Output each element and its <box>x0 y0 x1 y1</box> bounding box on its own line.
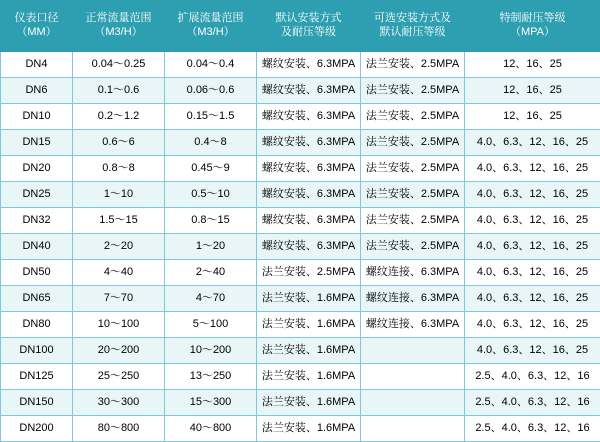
cell-default-install: 螺纹安装、6.3MPA <box>257 78 361 104</box>
cell-optional-install: 法兰安装、2.5MPA <box>361 234 465 260</box>
column-header-optional-install-line2: 默认耐压等级 <box>363 26 462 40</box>
cell-normal-flow: 7～70 <box>73 286 165 312</box>
cell-diameter: DN15 <box>1 130 73 156</box>
cell-default-install: 螺纹安装、6.3MPA <box>257 130 361 156</box>
cell-extended-flow: 0.45～9 <box>165 156 257 182</box>
cell-extended-flow: 5～100 <box>165 312 257 338</box>
cell-special-pressure: 4.0、6.3、12、16、25 <box>465 286 600 312</box>
cell-extended-flow: 1～20 <box>165 234 257 260</box>
cell-normal-flow: 1～10 <box>73 182 165 208</box>
cell-diameter: DN150 <box>1 390 73 416</box>
table-row <box>1 104 600 130</box>
cell-normal-flow: 1.5～15 <box>73 208 165 234</box>
cell-default-install: 螺纹安装、6.3MPA <box>257 234 361 260</box>
cell-special-pressure: 4.0、6.3、12、16、25 <box>465 182 600 208</box>
cell-optional-install: 螺纹连接、6.3MPA <box>361 312 465 338</box>
cell-optional-install: 法兰安装、2.5MPA <box>361 130 465 156</box>
cell-diameter: DN100 <box>1 338 73 364</box>
cell-special-pressure: 4.0、6.3、12、16、25 <box>465 156 600 182</box>
cell-special-pressure: 12、16、25 <box>465 78 600 104</box>
cell-special-pressure: 4.0、6.3、12、16、25 <box>465 260 600 286</box>
cell-normal-flow: 0.1～0.6 <box>73 78 165 104</box>
cell-diameter: DN32 <box>1 208 73 234</box>
cell-default-install: 螺纹安装、6.3MPA <box>257 208 361 234</box>
cell-optional-install: 法兰安装、2.5MPA <box>361 52 465 78</box>
cell-normal-flow: 0.6～6 <box>73 130 165 156</box>
cell-extended-flow: 40～800 <box>165 416 257 442</box>
cell-extended-flow: 0.8～15 <box>165 208 257 234</box>
cell-optional-install: 法兰安装、2.5MPA <box>361 78 465 104</box>
column-header-default-install-line1: 默认安装方式 <box>259 12 358 26</box>
cell-extended-flow: 0.4～8 <box>165 130 257 156</box>
table-row <box>1 260 600 286</box>
table-row <box>1 312 600 338</box>
cell-special-pressure: 2.5、4.0、6.3、12、16 <box>465 416 600 442</box>
cell-optional-install <box>361 390 465 416</box>
cell-diameter: DN125 <box>1 364 73 390</box>
cell-optional-install: 法兰安装、2.5MPA <box>361 182 465 208</box>
cell-normal-flow: 0.8～8 <box>73 156 165 182</box>
table-row <box>1 416 600 442</box>
cell-extended-flow: 4～70 <box>165 286 257 312</box>
cell-normal-flow: 0.04～0.25 <box>73 52 165 78</box>
cell-optional-install: 法兰安装、2.5MPA <box>361 104 465 130</box>
cell-normal-flow: 10～100 <box>73 312 165 338</box>
table-header-row <box>1 1 600 52</box>
cell-normal-flow: 30～300 <box>73 390 165 416</box>
cell-normal-flow: 80～800 <box>73 416 165 442</box>
column-header-default-install <box>257 1 361 52</box>
table-row <box>1 364 600 390</box>
cell-default-install: 法兰安装、1.6MPA <box>257 338 361 364</box>
cell-default-install: 法兰安装、1.6MPA <box>257 364 361 390</box>
table-row <box>1 52 600 78</box>
table-row <box>1 182 600 208</box>
cell-default-install: 螺纹安装、6.3MPA <box>257 156 361 182</box>
cell-optional-install <box>361 416 465 442</box>
table-row <box>1 338 600 364</box>
table-row <box>1 390 600 416</box>
cell-extended-flow: 13～250 <box>165 364 257 390</box>
cell-diameter: DN80 <box>1 312 73 338</box>
cell-normal-flow: 0.2～1.2 <box>73 104 165 130</box>
column-header-special-pressure-line2: （MPA） <box>467 26 598 40</box>
cell-normal-flow: 2～20 <box>73 234 165 260</box>
cell-diameter: DN4 <box>1 52 73 78</box>
cell-diameter: DN25 <box>1 182 73 208</box>
table-row <box>1 156 600 182</box>
cell-special-pressure: 4.0、6.3、12、16、25 <box>465 338 600 364</box>
cell-special-pressure: 12、16、25 <box>465 52 600 78</box>
cell-extended-flow: 10～200 <box>165 338 257 364</box>
cell-extended-flow: 15～300 <box>165 390 257 416</box>
column-header-default-install-line2: 及耐压等级 <box>259 26 358 40</box>
column-header-diameter-line1: 仪表口径 <box>3 12 70 26</box>
cell-default-install: 螺纹安装、6.3MPA <box>257 104 361 130</box>
cell-extended-flow: 2～40 <box>165 260 257 286</box>
column-header-optional-install-line1: 可选安装方式及 <box>363 12 462 26</box>
table-row <box>1 78 600 104</box>
column-header-extended-flow-line2: （M3/H） <box>167 26 254 40</box>
cell-default-install: 法兰安装、1.6MPA <box>257 312 361 338</box>
cell-optional-install <box>361 338 465 364</box>
column-header-optional-install <box>361 1 465 52</box>
cell-extended-flow: 0.5～10 <box>165 182 257 208</box>
cell-special-pressure: 2.5、4.0、6.3、12、16 <box>465 390 600 416</box>
table-row <box>1 286 600 312</box>
cell-extended-flow: 0.15～1.5 <box>165 104 257 130</box>
cell-optional-install: 螺纹连接、6.3MPA <box>361 286 465 312</box>
column-header-normal-flow-line2: （M3/H） <box>75 26 162 40</box>
cell-extended-flow: 0.06～0.6 <box>165 78 257 104</box>
cell-default-install: 法兰安装、1.6MPA <box>257 390 361 416</box>
cell-diameter: DN40 <box>1 234 73 260</box>
cell-special-pressure: 12、16、25 <box>465 104 600 130</box>
column-header-special-pressure <box>465 1 600 52</box>
cell-optional-install: 法兰安装、2.5MPA <box>361 208 465 234</box>
cell-default-install: 法兰安装、2.5MPA <box>257 260 361 286</box>
column-header-extended-flow <box>165 1 257 52</box>
column-header-normal-flow-line1: 正常流量范围 <box>75 12 162 26</box>
cell-diameter: DN10 <box>1 104 73 130</box>
cell-default-install: 螺纹安装、6.3MPA <box>257 182 361 208</box>
table-row <box>1 234 600 260</box>
cell-extended-flow: 0.04～0.4 <box>165 52 257 78</box>
table-row <box>1 208 600 234</box>
cell-diameter: DN20 <box>1 156 73 182</box>
column-header-special-pressure-line1: 特制耐压等级 <box>467 12 598 26</box>
cell-special-pressure: 4.0、6.3、12、16、25 <box>465 208 600 234</box>
cell-optional-install: 法兰安装、2.5MPA <box>361 156 465 182</box>
cell-normal-flow: 20～200 <box>73 338 165 364</box>
column-header-normal-flow <box>73 1 165 52</box>
cell-normal-flow: 25～250 <box>73 364 165 390</box>
table-row <box>1 130 600 156</box>
cell-special-pressure: 2.5、4.0、6.3、12、16 <box>465 364 600 390</box>
cell-diameter: DN6 <box>1 78 73 104</box>
column-header-extended-flow-line1: 扩展流量范围 <box>167 12 254 26</box>
cell-default-install: 法兰安装、1.6MPA <box>257 416 361 442</box>
cell-normal-flow: 4～40 <box>73 260 165 286</box>
cell-diameter: DN50 <box>1 260 73 286</box>
table-header <box>1 1 600 52</box>
column-header-diameter-line2: （MM） <box>3 26 70 40</box>
cell-optional-install <box>361 364 465 390</box>
cell-special-pressure: 4.0、6.3、12、16、25 <box>465 130 600 156</box>
cell-diameter: DN65 <box>1 286 73 312</box>
cell-special-pressure: 4.0、6.3、12、16、25 <box>465 234 600 260</box>
cell-special-pressure: 4.0、6.3、12、16、25 <box>465 312 600 338</box>
column-header-diameter <box>1 1 73 52</box>
cell-default-install: 法兰安装、1.6MPA <box>257 286 361 312</box>
cell-default-install: 螺纹安装、6.3MPA <box>257 52 361 78</box>
table-body <box>1 52 600 442</box>
cell-diameter: DN200 <box>1 416 73 442</box>
cell-optional-install: 螺纹连接、6.3MPA <box>361 260 465 286</box>
